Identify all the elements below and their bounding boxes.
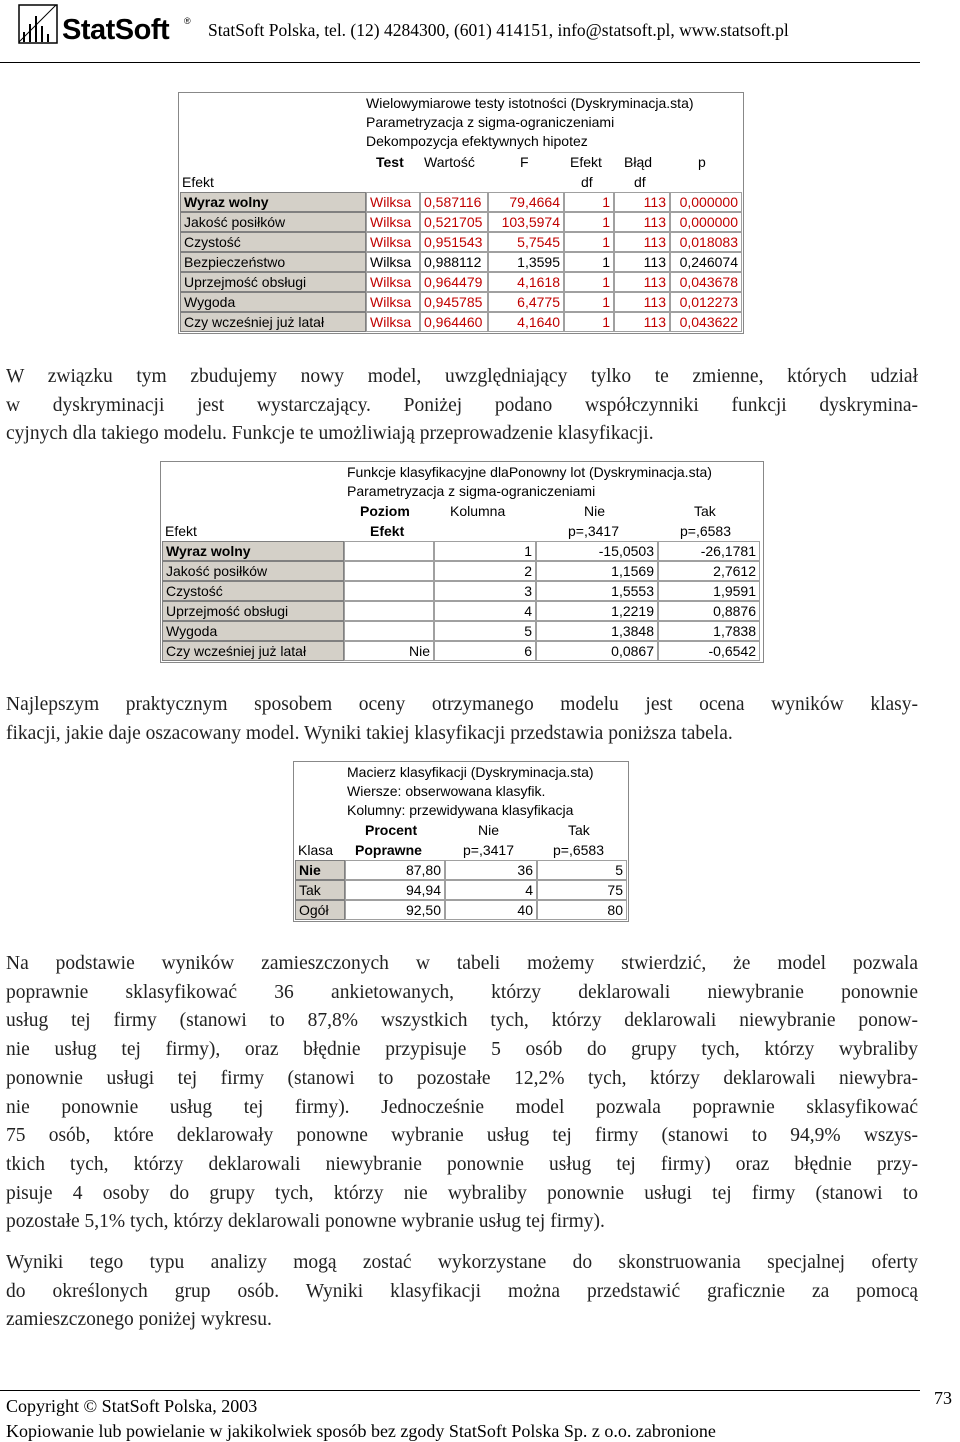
table-cell: 113 <box>614 232 670 252</box>
classification-functions-table <box>160 461 764 663</box>
table-cell: 0,951543 <box>420 232 488 252</box>
table-cell: Wilksa <box>366 292 420 312</box>
text-line: pozostałe 5,1% tych, którzy deklarowali ponowne wybranie usług tej firmy). <box>6 1211 605 1233</box>
table-cell: 94,94 <box>345 880 445 900</box>
column-header: Tak <box>694 503 716 519</box>
corner-label: Efekt <box>165 523 197 539</box>
table-cell: 0,246074 <box>670 252 742 272</box>
row-label: Wygoda <box>180 292 366 312</box>
table-cell: -0,6542 <box>658 641 760 661</box>
table-cell: 1,3595 <box>488 252 564 272</box>
column-header: F <box>520 154 529 170</box>
footer-rule <box>0 1390 920 1391</box>
table-title: Macierz klasyfikacji (Dyskryminacja.sta) <box>347 764 594 780</box>
table-cell: 1 <box>564 192 614 212</box>
table-cell: 113 <box>614 312 670 332</box>
table-cell: 0,988112 <box>420 252 488 272</box>
table-cell <box>344 581 434 601</box>
table-cell: 113 <box>614 252 670 272</box>
table-cell: 1 <box>564 252 614 272</box>
table-cell: 0,043678 <box>670 272 742 292</box>
text-line: pisuje 4 osoby do grupy tych, którzy nie wybraliby ponownie usługi tej firmy (stanowi to <box>6 1182 918 1204</box>
table-cell: 4,1618 <box>488 272 564 292</box>
column-header: Nie <box>478 822 500 838</box>
table-subtitle: Wiersze: obserwowana klasyfik. <box>347 783 546 799</box>
text-line: do określonych grup osób. Wyniki klasyfikacji można przedstawić graficznie za pomocą <box>6 1280 918 1302</box>
table-cell <box>344 601 434 621</box>
row-label: Wyraz wolny <box>180 192 366 212</box>
row-label: Ogół <box>295 900 345 920</box>
table-cell: 6,4775 <box>488 292 564 312</box>
column-header: Poziom <box>360 503 410 519</box>
table-cell: 113 <box>614 212 670 232</box>
table-subtitle: Kolumny: przewidywana klasyfikacja <box>347 802 574 818</box>
table-cell: Wilksa <box>366 192 420 212</box>
table-subtitle: Parametryzacja z sigma-ograniczeniami <box>366 114 615 130</box>
row-label: Czy wcześniej już latał <box>180 312 366 332</box>
table-cell: 2,7612 <box>658 561 760 581</box>
row-label: Jakość posiłków <box>162 561 344 581</box>
table-cell: 6 <box>434 641 536 661</box>
table-cell: 40 <box>445 900 537 920</box>
column-header: p <box>698 154 706 170</box>
corner-label: Efekt <box>182 174 214 190</box>
column-header: p=,6583 <box>553 842 604 858</box>
table-cell: Wilksa <box>366 312 420 332</box>
table-cell: 1 <box>564 232 614 252</box>
table-cell: -26,1781 <box>658 541 760 561</box>
column-header: Poprawne <box>355 842 422 858</box>
text-line: cyjnych dla takiego modelu. Funkcje te umożliwiają przeprowadzenie klasyfikacji. <box>6 423 654 445</box>
page-number: 73 <box>934 1388 952 1408</box>
row-label: Jakość posiłków <box>180 212 366 232</box>
row-label: Wygoda <box>162 621 344 641</box>
table-cell: 1 <box>564 312 614 332</box>
table-cell: 0,000000 <box>670 212 742 232</box>
copy-notice: Kopiowanie lub powielanie w jakikolwiek sposób bez zgody StatSoft Polska Sp. z o.o. zabronione <box>6 1421 716 1441</box>
text-line: w dyskryminacji jest wystarczający. Poniżej podano współczynniki funkcji dyskrymina- <box>6 394 918 416</box>
table-cell: 0,018083 <box>670 232 742 252</box>
table-cell <box>344 621 434 641</box>
paragraph <box>6 1249 918 1335</box>
table-cell: 113 <box>614 272 670 292</box>
table-cell: 1,7838 <box>658 621 760 641</box>
table-cell: 4 <box>434 601 536 621</box>
table-cell <box>344 541 434 561</box>
column-header: Wartość <box>424 154 475 170</box>
table-cell: 0,964479 <box>420 272 488 292</box>
text-line: poprawnie sklasyfikować 36 ankietowanych, którzy deklarowali niewybranie ponownie <box>6 981 918 1003</box>
column-header: Nie <box>584 503 606 519</box>
table-cell: 113 <box>614 292 670 312</box>
text-line: nie usług tej firmy), oraz błędnie przypisuje 5 osób do grupy tych, którzy wybraliby <box>6 1039 918 1061</box>
table-cell: 79,4664 <box>488 192 564 212</box>
table-cell: 1,1569 <box>536 561 658 581</box>
table-title: Wielowymiarowe testy istotności (Dyskryminacja.sta) <box>366 95 694 111</box>
table-cell: 0,0867 <box>536 641 658 661</box>
table-cell: 1,5553 <box>536 581 658 601</box>
table-cell: 36 <box>445 860 537 880</box>
row-label: Czystość <box>162 581 344 601</box>
table-cell: 0,8876 <box>658 601 760 621</box>
table-cell: 113 <box>614 192 670 212</box>
table-cell: 0,521705 <box>420 212 488 232</box>
text-line: zamieszczonego poniżej wykresu. <box>6 1309 272 1331</box>
row-label: Tak <box>295 880 345 900</box>
table-cell: Wilksa <box>366 212 420 232</box>
text-line: tkich tych, którzy deklarowali niewybranie ponownie usług tej firmy) oraz błędnie przy- <box>6 1153 918 1175</box>
table-cell: 1 <box>564 272 614 292</box>
row-label: Bezpieczeństwo <box>180 252 366 272</box>
table-cell: -15,0503 <box>536 541 658 561</box>
table-cell: Wilksa <box>366 232 420 252</box>
table-cell: 5,7545 <box>488 232 564 252</box>
column-header: df <box>634 174 646 190</box>
table-cell: 0,043622 <box>670 312 742 332</box>
column-header: Tak <box>568 822 590 838</box>
text-line: nie ponownie usług tej firmy). Jednocześnie model pozwala poprawnie sklasyfikować <box>6 1096 918 1118</box>
table-cell: 87,80 <box>345 860 445 880</box>
column-header: p=,3417 <box>463 842 514 858</box>
header-rule <box>0 62 920 63</box>
table-cell: 5 <box>537 860 627 880</box>
table-cell: 1,9591 <box>658 581 760 601</box>
text-line: usług tej firmy (stanowi to 87,8% wszystkich tych, którzy deklarowali niewybranie ponow- <box>6 1010 918 1032</box>
row-label: Czy wcześniej już latał <box>162 641 344 661</box>
header-contact: StatSoft Polska, tel. (12) 4284300, (601) 414151, info@statsoft.pl, www.statsoft.pl <box>208 20 789 40</box>
column-header: Błąd <box>624 154 653 170</box>
table-cell: 0,964460 <box>420 312 488 332</box>
paragraph <box>6 363 918 449</box>
row-label: Wyraz wolny <box>162 541 344 561</box>
table-cell: 1 <box>564 212 614 232</box>
table-cell: Wilksa <box>366 252 420 272</box>
column-header: Procent <box>365 822 418 838</box>
table-subtitle: Dekompozycja efektywnych hipotez <box>366 133 588 149</box>
table-cell: 3 <box>434 581 536 601</box>
table-cell: 75 <box>537 880 627 900</box>
brand-name: StatSoft <box>62 14 170 46</box>
paragraph <box>6 691 918 748</box>
column-header: p=,6583 <box>680 523 731 539</box>
text-line: Wyniki tego typu analizy mogą zostać wykorzystane do skonstruowania specjalnej oferty <box>6 1252 918 1273</box>
text-line: ponownie usługi tej firmy (stanowi to pozostałe 12,2% tych, którzy deklarowali niewybra- <box>6 1067 918 1089</box>
table-cell: 80 <box>537 900 627 920</box>
registered-mark: ® <box>184 16 191 26</box>
row-label: Uprzejmość obsługi <box>180 272 366 292</box>
table-cell: 0,587116 <box>420 192 488 212</box>
table-cell: 1 <box>434 541 536 561</box>
text-line: Na podstawie wyników zamieszczonych w tabeli możemy stwierdzić, że model pozwala <box>6 953 918 974</box>
table-cell: 0,945785 <box>420 292 488 312</box>
table-cell: 103,5974 <box>488 212 564 232</box>
table-cell: 0,000000 <box>670 192 742 212</box>
corner-label: Klasa <box>298 842 334 858</box>
text-line: 75 osób, które deklarowały ponowne wybranie usług tej firmy (stanowi to 94,9% wszys- <box>6 1125 918 1147</box>
table-cell <box>344 561 434 581</box>
table-cell: 1 <box>564 292 614 312</box>
column-header: Efekt <box>570 154 602 170</box>
table-cell: 4 <box>445 880 537 900</box>
table-cell: 4,1640 <box>488 312 564 332</box>
column-header: Efekt <box>370 523 405 539</box>
row-label: Czystość <box>180 232 366 252</box>
column-header: p=,3417 <box>568 523 619 539</box>
page-header <box>0 0 960 64</box>
table-cell: Nie <box>344 641 434 661</box>
text-line: fikacji, jakie daje oszacowany model. Wyniki takiej klasyfikacji przedstawia poniższa tabela. <box>6 722 733 744</box>
text-line: Najlepszym praktycznym sposobem oceny otrzymanego modelu jest ocena wyników klasy- <box>6 694 918 715</box>
multivariate-tests-table <box>178 92 744 334</box>
row-label: Uprzejmość obsługi <box>162 601 344 621</box>
statsoft-logo-icon <box>18 4 58 44</box>
text-line: W związku tym zbudujemy nowy model, uwzględniający tylko te zmienne, których udział <box>6 366 918 387</box>
copyright: Copyright © StatSoft Polska, 2003 <box>6 1396 258 1416</box>
table-cell: 1,2219 <box>536 601 658 621</box>
table-cell: 1,3848 <box>536 621 658 641</box>
table-cell: 92,50 <box>345 900 445 920</box>
column-header: Test <box>376 154 404 170</box>
table-cell: 5 <box>434 621 536 641</box>
column-header: Kolumna <box>450 503 506 519</box>
table-title: Funkcje klasyfikacyjne dlaPonowny lot (Dyskryminacja.sta) <box>347 464 712 480</box>
row-label: Nie <box>295 860 345 880</box>
classification-matrix-table <box>293 761 629 922</box>
table-cell: 0,012273 <box>670 292 742 312</box>
paragraph <box>6 950 918 1237</box>
table-cell: Wilksa <box>366 272 420 292</box>
table-subtitle: Parametryzacja z sigma-ograniczeniami <box>347 483 596 499</box>
column-header: df <box>581 174 593 190</box>
table-cell: 2 <box>434 561 536 581</box>
